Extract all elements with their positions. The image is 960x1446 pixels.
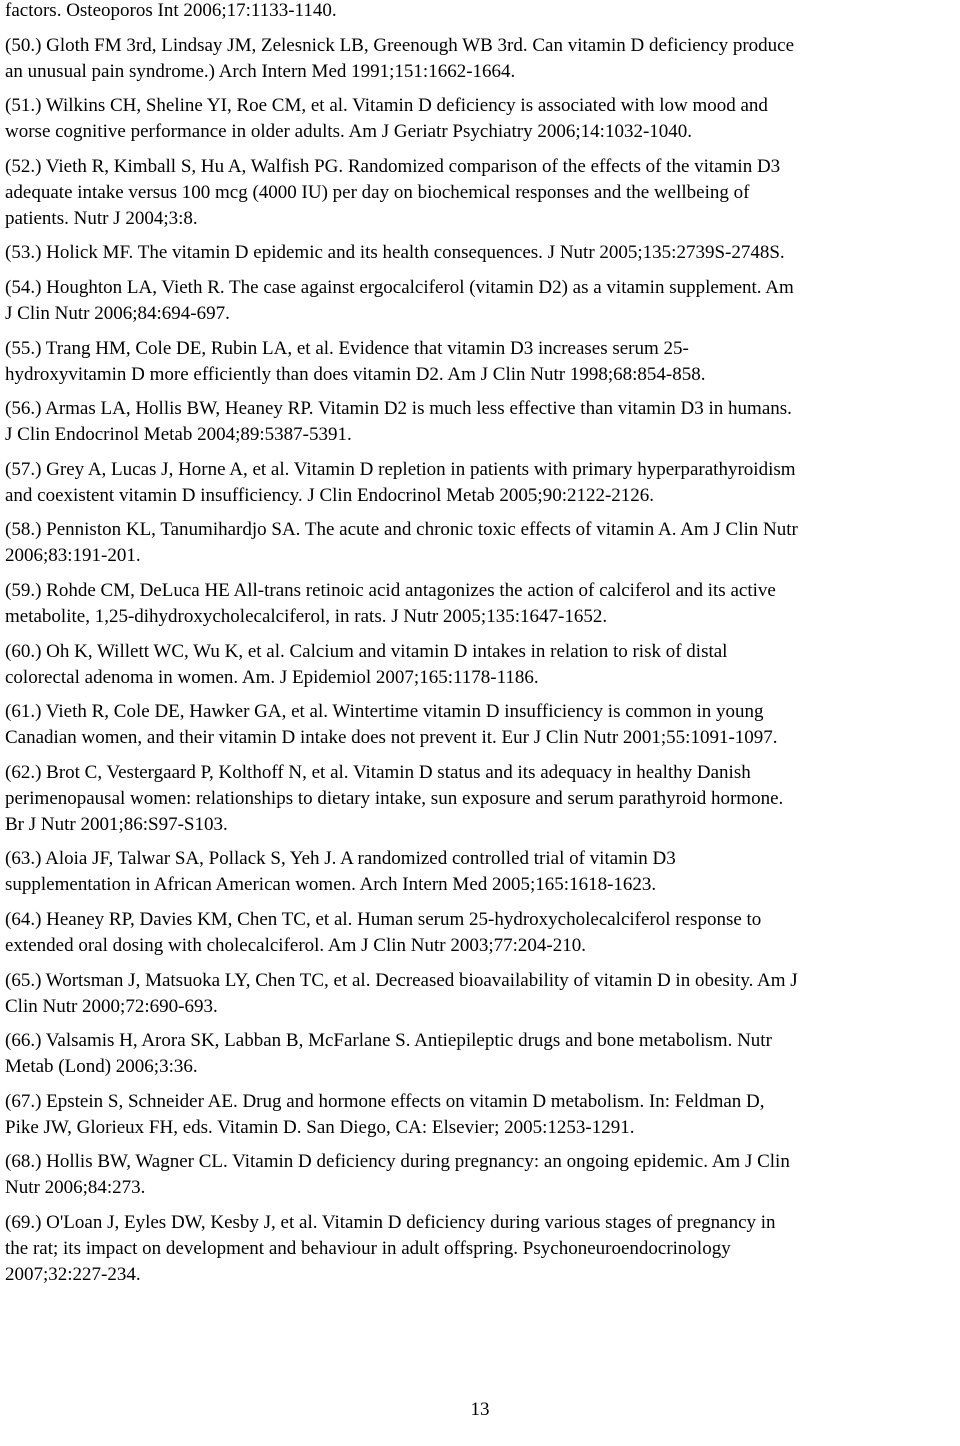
reference-line: the rat; its impact on development and behaviour in adult offspring. Psychoneuroendocrinology [5,1237,731,1259]
reference-line: (61.) Vieth R, Cole DE, Hawker GA, et al. Wintertime vitamin D insufficiency is common in young [5,701,764,723]
reference-line: supplementation in African American women. Arch Intern Med 2005;165:1618-1623. [5,874,657,896]
reference-line: Br J Nutr 2001;86:S97-S103. [5,813,228,835]
reference-line: (66.) Valsamis H, Arora SK, Labban B, McFarlane S. Antiepileptic drugs and bone metabolism. Nutr [5,1030,772,1052]
reference-line: (50.) Gloth FM 3rd, Lindsay JM, Zelesnick LB, Greenough WB 3rd. Can vitamin D deficiency produce [5,34,795,56]
reference-entry [5,0,957,24]
reference-entry [5,1028,957,1080]
reference-line: (60.) Oh K, Willett WC, Wu K, et al. Calcium and vitamin D intakes in relation to risk of distal [5,640,728,662]
reference-line: (58.) Penniston KL, Tanumihardjo SA. The acute and chronic toxic effects of vitamin A. Am J Clin Nutr [5,519,798,541]
reference-line: patients. Nutr J 2004;3:8. [5,207,198,229]
reference-line: Canadian women, and their vitamin D intake does not prevent it. Eur J Clin Nutr 2001;55:1091-1097. [5,727,778,749]
reference-line: Clin Nutr 2000;72:690-693. [5,995,218,1017]
reference-entry [5,1149,957,1201]
reference-line: perimenopausal women: relationships to dietary intake, sun exposure and serum parathyroid hormone. [5,787,784,809]
reference-line: Metab (Lond) 2006;3:36. [5,1056,198,1078]
reference-entry [5,639,957,691]
reference-entry [5,396,957,448]
reference-line: hydroxyvitamin D more efficiently than does vitamin D2. Am J Clin Nutr 1998;68:854-858. [5,363,706,385]
reference-line: (53.) Holick MF. The vitamin D epidemic and its health consequences. J Nutr 2005;135:2739S-2748S. [5,242,785,264]
reference-entry [5,907,957,959]
reference-line: 2007;32:227-234. [5,1263,141,1285]
reference-line: J Clin Nutr 2006;84:694-697. [5,302,230,324]
reference-line: (64.) Heaney RP, Davies KM, Chen TC, et al. Human serum 25-hydroxycholecalciferol response to [5,908,762,930]
reference-line: (52.) Vieth R, Kimball S, Hu A, Walfish PG. Randomized comparison of the effects of the vitamin D3 [5,155,781,177]
reference-entry [5,1210,957,1288]
reference-line: 2006;83:191-201. [5,545,141,567]
reference-line: (68.) Hollis BW, Wagner CL. Vitamin D deficiency during pregnancy: an ongoing epidemic. Am J Clin [5,1151,790,1173]
reference-line: (62.) Brot C, Vestergaard P, Kolthoff N, et al. Vitamin D status and its adequacy in healthy Danish [5,761,751,783]
reference-entry [5,578,957,630]
reference-list [5,0,957,1296]
reference-line: (57.) Grey A, Lucas J, Horne A, et al. Vitamin D repletion in patients with primary hyperparathyroidism [5,458,796,480]
reference-line: (63.) Aloia JF, Talwar SA, Pollack S, Yeh J. A randomized controlled trial of vitamin D3 [5,848,676,870]
reference-entry [5,154,957,232]
reference-line: Nutr 2006;84:273. [5,1177,146,1199]
reference-line: (55.) Trang HM, Cole DE, Rubin LA, et al. Evidence that vitamin D3 increases serum 25- [5,337,689,359]
reference-entry [5,699,957,751]
reference-entry [5,240,957,266]
reference-line: (56.) Armas LA, Hollis BW, Heaney RP. Vitamin D2 is much less effective than vitamin D3 in humans. [5,398,792,420]
reference-line: extended oral dosing with cholecalciferol. Am J Clin Nutr 2003;77:204-210. [5,934,586,956]
reference-line: an unusual pain syndrome.) Arch Intern Med 1991;151:1662-1664. [5,60,516,82]
reference-line: (51.) Wilkins CH, Sheline YI, Roe CM, et al. Vitamin D deficiency is associated with low mood and [5,95,768,117]
reference-line: (69.) O'Loan J, Eyles DW, Kesby J, et al. Vitamin D deficiency during various stages of pregnancy in [5,1211,776,1233]
reference-line: J Clin Endocrinol Metab 2004;89:5387-5391. [5,424,352,446]
reference-line: (54.) Houghton LA, Vieth R. The case against ergocalciferol (vitamin D2) as a vitamin supplement. Am [5,276,794,298]
reference-entry [5,517,957,569]
reference-entry [5,1089,957,1141]
reference-entry [5,275,957,327]
reference-entry [5,846,957,898]
reference-line: factors. Osteoporos Int 2006;17:1133-1140. [5,0,337,21]
reference-line: colorectal adenoma in women. Am. J Epidemiol 2007;165:1178-1186. [5,666,539,688]
reference-entry [5,457,957,509]
reference-line: and coexistent vitamin D insufficiency. J Clin Endocrinol Metab 2005;90:2122-2126. [5,484,655,506]
reference-line: Pike JW, Glorieux FH, eds. Vitamin D. San Diego, CA: Elsevier; 2005:1253-1291. [5,1116,635,1138]
page-number: 13 [470,1399,490,1420]
reference-line: worse cognitive performance in older adults. Am J Geriatr Psychiatry 2006;14:1032-1040. [5,121,693,143]
reference-entry [5,336,957,388]
reference-entry [5,93,957,145]
reference-entry [5,760,957,838]
reference-line: adequate intake versus 100 mcg (4000 IU) per day on biochemical responses and the wellbeing of [5,181,750,203]
reference-entry [5,968,957,1020]
reference-entry [5,33,957,85]
reference-line: (59.) Rohde CM, DeLuca HE All-trans retinoic acid antagonizes the action of calciferol and its active [5,579,776,601]
reference-line: (67.) Epstein S, Schneider AE. Drug and hormone effects on vitamin D metabolism. In: Feldman D, [5,1090,765,1112]
reference-line: (65.) Wortsman J, Matsuoka LY, Chen TC, et al. Decreased bioavailability of vitamin D in obesity. Am J [5,969,798,991]
reference-line: metabolite, 1,25-dihydroxycholecalciferol, in rats. J Nutr 2005;135:1647-1652. [5,605,608,627]
